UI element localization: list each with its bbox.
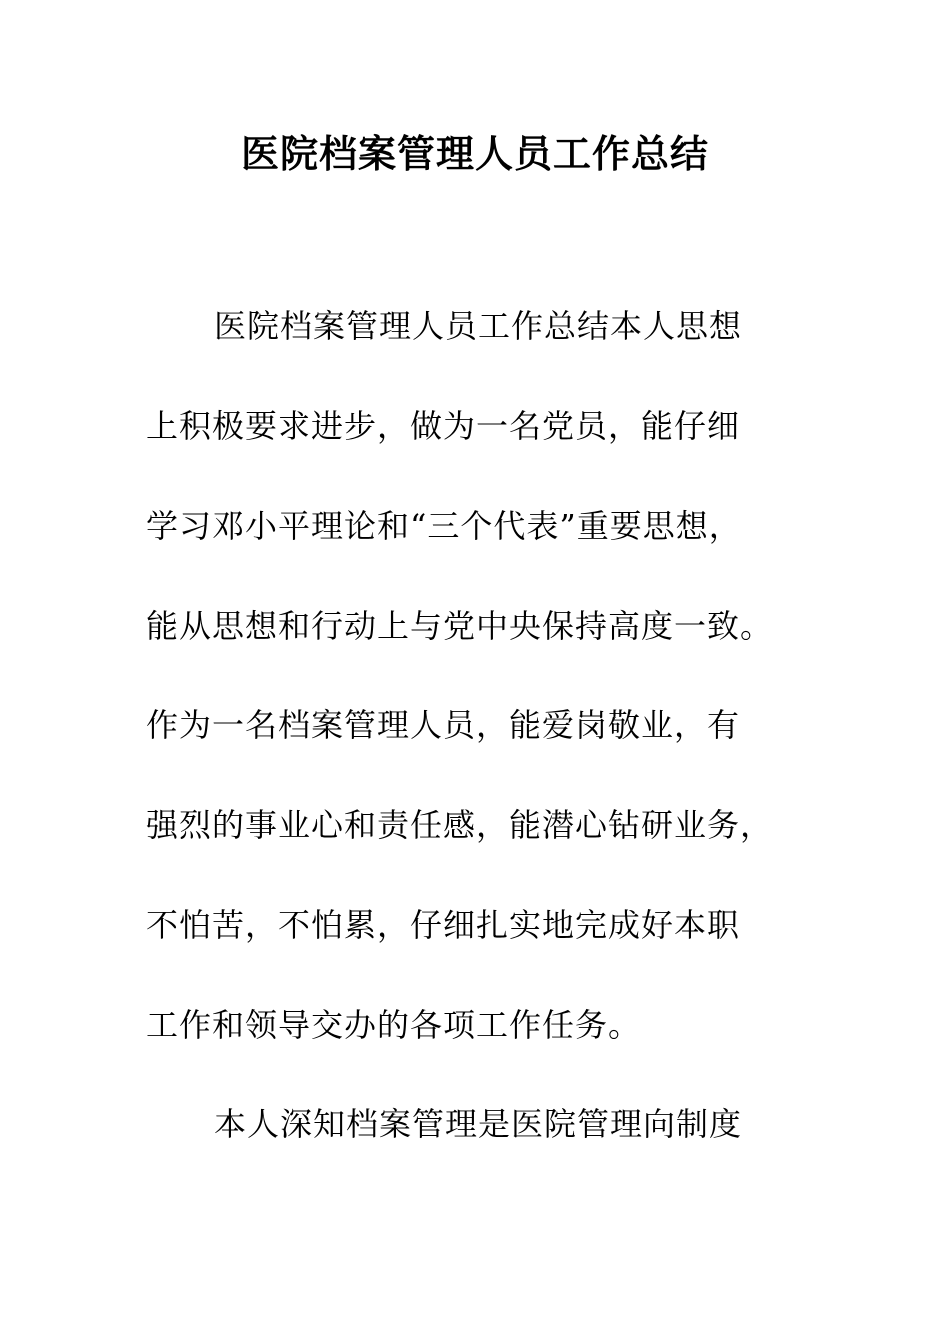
- paragraph-1-line-5: 作为一名档案管理人员，能爱岗敬业，有: [146, 706, 741, 744]
- paragraph-1-line-1: 医院档案管理人员工作总结本人思想: [214, 307, 743, 345]
- paragraph-1-line-6: 强烈的事业心和责任感，能潜心钻研业务，: [146, 806, 774, 844]
- paragraph-1-line-3: 学习邓小平理论和“三个代表”重要思想，: [146, 507, 742, 545]
- paragraph-1-line-7: 不怕苦，不怕累，仔细扎实地完成好本职: [146, 906, 741, 944]
- paragraph-1-line-4: 能从思想和行动上与党中央保持高度一致。: [146, 607, 774, 645]
- paragraph-1-line-8: 工作和领导交办的各项工作任务。: [146, 1006, 642, 1044]
- paragraph-1-line-2: 上积极要求进步，做为一名党员，能仔细: [146, 407, 741, 445]
- document-title: 医院档案管理人员工作总结: [240, 131, 709, 176]
- paragraph-2-line-1: 本人深知档案管理是医院管理向制度: [214, 1105, 743, 1143]
